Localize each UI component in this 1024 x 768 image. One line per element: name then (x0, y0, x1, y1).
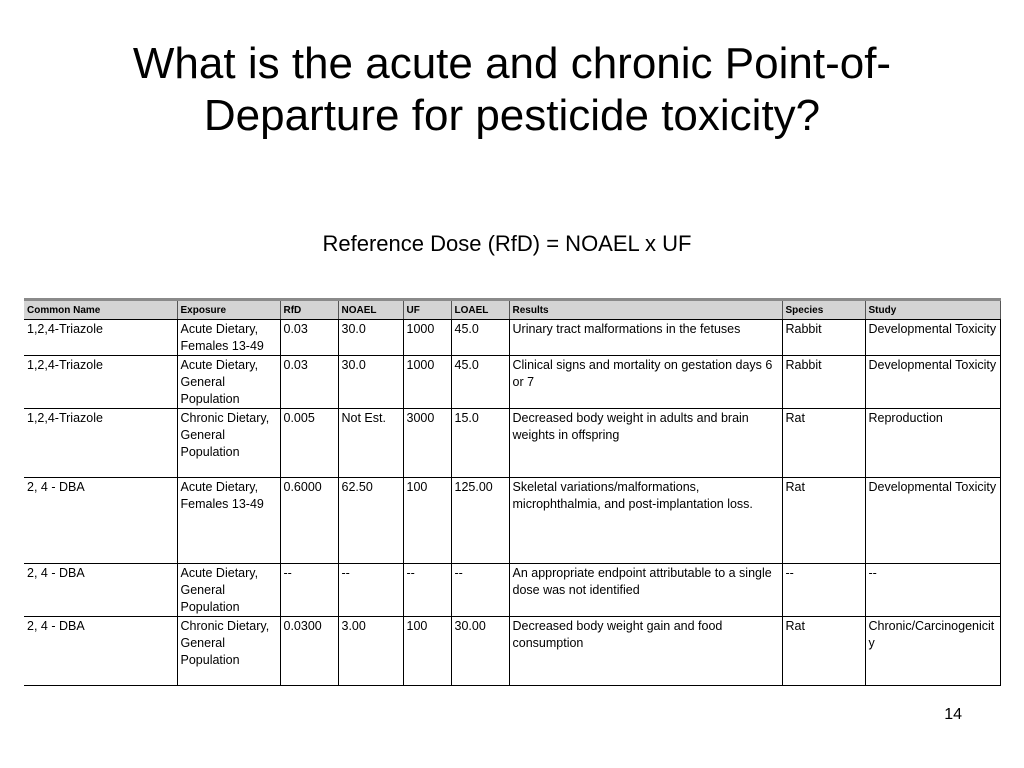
table-cell: 30.00 (451, 617, 509, 686)
table-cell: Developmental Toxicity (865, 478, 1000, 564)
table-cell: Developmental Toxicity (865, 356, 1000, 409)
column-header: Results (509, 300, 782, 320)
table-cell: -- (338, 564, 403, 617)
table-cell: 2, 4 - DBA (24, 564, 177, 617)
table-cell: 15.0 (451, 409, 509, 478)
table-cell: Chronic/Carcinogenicity (865, 617, 1000, 686)
table-cell: Urinary tract malformations in the fetuses (509, 320, 782, 356)
table-cell: -- (782, 564, 865, 617)
table-cell: 0.03 (280, 356, 338, 409)
table-cell: Skeletal variations/malformations, microphthalmia, and post-implantation loss. (509, 478, 782, 564)
table-row (24, 409, 1000, 478)
table-cell: Reproduction (865, 409, 1000, 478)
table-header-row (24, 300, 1000, 320)
table-cell: Acute Dietary, General Population (177, 564, 280, 617)
table-cell: -- (451, 564, 509, 617)
table-cell: 45.0 (451, 320, 509, 356)
table-cell: 0.6000 (280, 478, 338, 564)
toxicity-table-container (24, 298, 1000, 686)
table-row (24, 478, 1000, 564)
column-header: UF (403, 300, 451, 320)
column-header: Exposure (177, 300, 280, 320)
table-cell: Chronic Dietary, General Population (177, 617, 280, 686)
table-cell: Not Est. (338, 409, 403, 478)
table-cell: 0.005 (280, 409, 338, 478)
table-cell: Acute Dietary, Females 13-49 (177, 320, 280, 356)
table-cell: Clinical signs and mortality on gestation days 6 or 7 (509, 356, 782, 409)
rfd-formula: Reference Dose (RfD) = NOAEL x UF (322, 231, 692, 256)
toxicity-table (24, 298, 1001, 686)
table-cell: 100 (403, 617, 451, 686)
table-cell: 3000 (403, 409, 451, 478)
table-cell: Rat (782, 478, 865, 564)
column-header: LOAEL (451, 300, 509, 320)
column-header: Study (865, 300, 1000, 320)
table-cell: Rat (782, 409, 865, 478)
slide-title: What is the acute and chronic Point-of-Departure for pesticide toxicity? (132, 39, 892, 140)
table-cell: Rabbit (782, 356, 865, 409)
table-cell: Chronic Dietary, General Population (177, 409, 280, 478)
table-cell: 2, 4 - DBA (24, 617, 177, 686)
table-cell: 1,2,4-Triazole (24, 409, 177, 478)
table-cell: Acute Dietary, Females 13-49 (177, 478, 280, 564)
table-cell: 100 (403, 478, 451, 564)
column-header: NOAEL (338, 300, 403, 320)
table-cell: 125.00 (451, 478, 509, 564)
table-cell: 0.0300 (280, 617, 338, 686)
table-cell: Decreased body weight in adults and brain weights in offspring (509, 409, 782, 478)
column-header: Species (782, 300, 865, 320)
table-cell: 45.0 (451, 356, 509, 409)
table-cell: Rabbit (782, 320, 865, 356)
table-cell: Developmental Toxicity (865, 320, 1000, 356)
column-header: Common Name (24, 300, 177, 320)
table-cell: Decreased body weight gain and food consumption (509, 617, 782, 686)
table-cell: 2, 4 - DBA (24, 478, 177, 564)
table-cell: -- (403, 564, 451, 617)
table-cell: 1000 (403, 356, 451, 409)
table-row (24, 564, 1000, 617)
table-cell: 1,2,4-Triazole (24, 356, 177, 409)
table-cell: 0.03 (280, 320, 338, 356)
table-cell: -- (865, 564, 1000, 617)
table-cell: An appropriate endpoint attributable to a single dose was not identified (509, 564, 782, 617)
table-cell: Rat (782, 617, 865, 686)
table-cell: -- (280, 564, 338, 617)
table-cell: 1000 (403, 320, 451, 356)
table-row (24, 356, 1000, 409)
table-row (24, 320, 1000, 356)
column-header: RfD (280, 300, 338, 320)
table-cell: 30.0 (338, 356, 403, 409)
table-cell: 62.50 (338, 478, 403, 564)
table-cell: 30.0 (338, 320, 403, 356)
table-row (24, 617, 1000, 686)
table-cell: Acute Dietary, General Population (177, 356, 280, 409)
page-number: 14 (944, 706, 962, 723)
table-cell: 3.00 (338, 617, 403, 686)
table-cell: 1,2,4-Triazole (24, 320, 177, 356)
